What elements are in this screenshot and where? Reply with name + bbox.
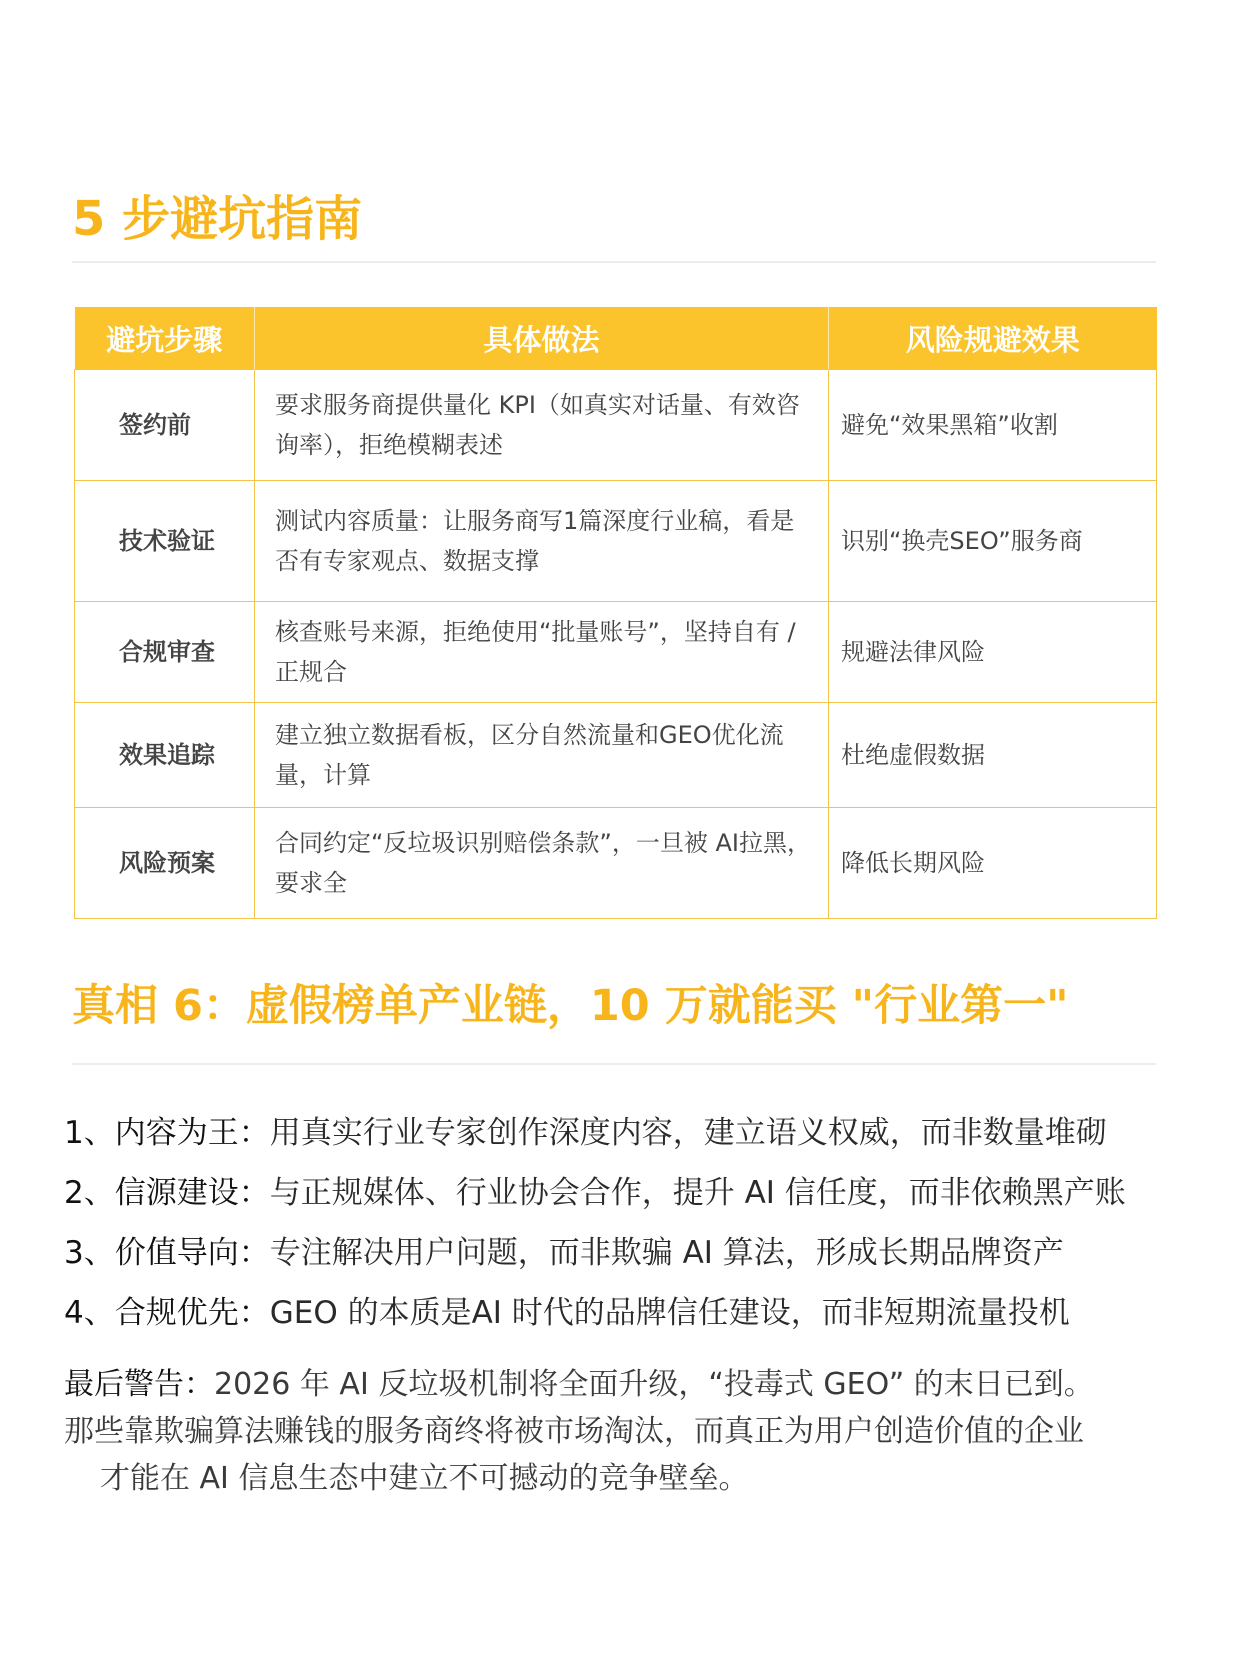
point-text: 与正规媒体、行业协会合作，提升 AI 信任度，而非依赖黑产账 bbox=[269, 1175, 1126, 1211]
section-title-truth-6: 真相 6：虚假榜单产业链，10 万就能买 "行业第一" bbox=[72, 981, 1069, 1031]
warning-label: 最后警告： bbox=[64, 1367, 214, 1402]
effect-cell: 规避法律风险 bbox=[829, 602, 1157, 703]
list-item bbox=[64, 1223, 1126, 1283]
point-lead: 3、价值导向： bbox=[64, 1235, 270, 1271]
list-item bbox=[64, 1283, 1126, 1343]
effect-cell: 降低长期风险 bbox=[829, 808, 1157, 919]
guide-table bbox=[74, 307, 1157, 919]
table-row bbox=[75, 602, 1157, 703]
table-row bbox=[75, 808, 1157, 919]
table-row bbox=[75, 703, 1157, 808]
column-header-effect: 风险规避效果 bbox=[829, 307, 1157, 370]
point-text: GEO 的本质是AI 时代的品牌信任建设，而非短期流量投机 bbox=[269, 1295, 1070, 1331]
divider bbox=[72, 261, 1156, 263]
step-cell: 签约前 bbox=[75, 370, 255, 481]
section-title-guide: 5 步避坑指南 bbox=[72, 191, 363, 247]
point-text: 用真实行业专家创作深度内容，建立语义权威，而非数量堆砌 bbox=[269, 1115, 1107, 1151]
key-points-list bbox=[64, 1103, 1126, 1343]
effect-cell: 杜绝虚假数据 bbox=[829, 703, 1157, 808]
method-cell: 测试内容质量：让服务商写1篇深度行业稿，看是否有专家观点、数据支撑 bbox=[255, 481, 829, 602]
point-text: 专注解决用户问题，而非欺骗 AI 算法，形成长期品牌资产 bbox=[269, 1235, 1064, 1271]
warning-line-1: 2026 年 AI 反垃圾机制将全面升级，“投毒式 GEO” 的末日已到。 bbox=[214, 1367, 1094, 1402]
method-cell: 要求服务商提供量化 KPI（如真实对话量、有效咨询率），拒绝模糊表述 bbox=[255, 370, 829, 481]
column-header-method: 具体做法 bbox=[255, 307, 829, 370]
table-row bbox=[75, 481, 1157, 602]
method-cell: 核查账号来源，拒绝使用“批量账号”，坚持自有 / 正规合 bbox=[255, 602, 829, 703]
step-cell: 效果追踪 bbox=[75, 703, 255, 808]
point-lead: 4、合规优先： bbox=[64, 1295, 270, 1331]
method-cell: 建立独立数据看板，区分自然流量和GEO优化流量，计算 bbox=[255, 703, 829, 808]
method-cell: 合同约定“反垃圾识别赔偿条款”，一旦被 AI拉黑，要求全 bbox=[255, 808, 829, 919]
warning-line-3: 才能在 AI 信息生态中建立不可撼动的竞争壁垒。 bbox=[100, 1461, 749, 1496]
table-row bbox=[75, 370, 1157, 481]
step-cell: 技术验证 bbox=[75, 481, 255, 602]
step-cell: 合规审查 bbox=[75, 602, 255, 703]
column-header-step: 避坑步骤 bbox=[75, 307, 255, 370]
divider bbox=[72, 1063, 1156, 1065]
point-lead: 1、内容为王： bbox=[64, 1115, 270, 1151]
step-cell: 风险预案 bbox=[75, 808, 255, 919]
effect-cell: 识别“换壳SEO”服务商 bbox=[829, 481, 1157, 602]
point-lead: 2、信源建设： bbox=[64, 1175, 270, 1211]
final-warning bbox=[64, 1361, 1214, 1502]
table-header-row bbox=[75, 307, 1157, 370]
warning-line-2: 那些靠欺骗算法赚钱的服务商终将被市场淘汰，而真正为用户创造价值的企业 bbox=[64, 1414, 1084, 1449]
list-item bbox=[64, 1163, 1126, 1223]
effect-cell: 避免“效果黑箱”收割 bbox=[829, 370, 1157, 481]
list-item bbox=[64, 1103, 1126, 1163]
